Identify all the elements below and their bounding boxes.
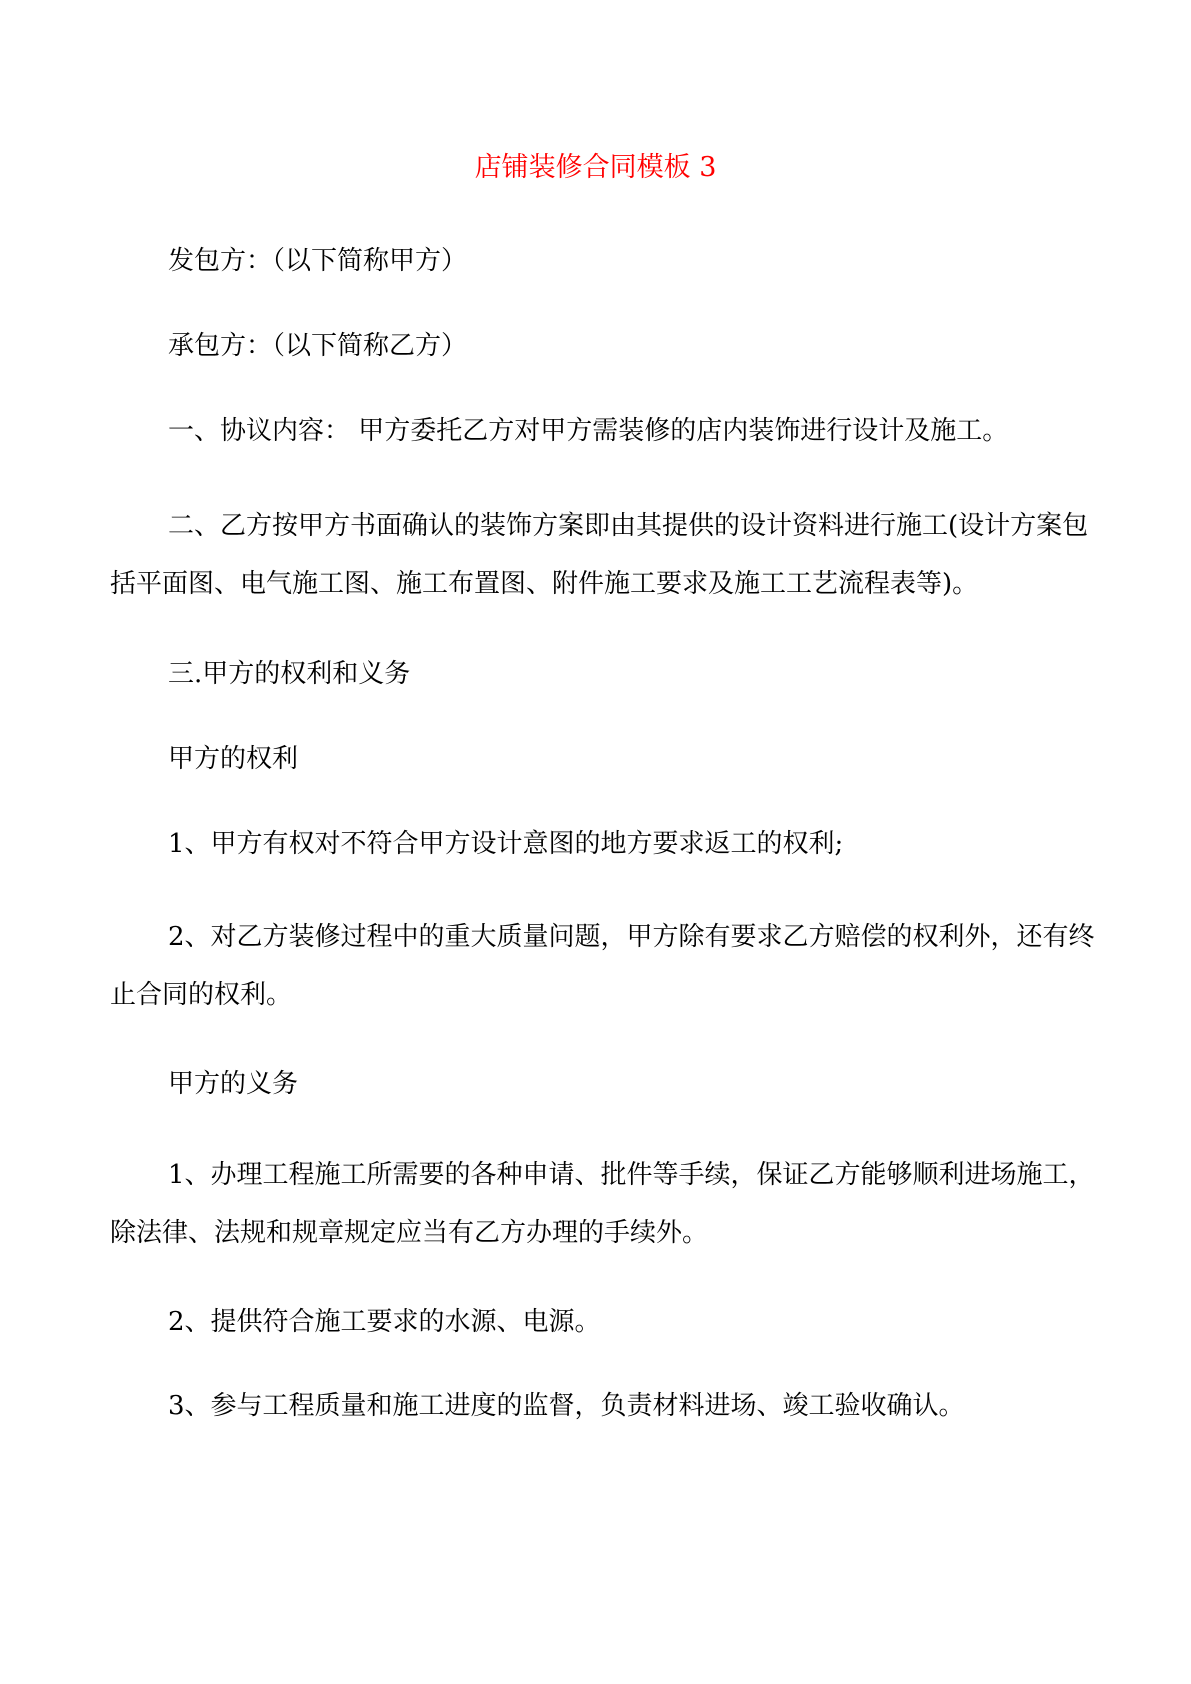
paragraph-employer: 发包方：（以下简称甲方） xyxy=(168,246,468,276)
paragraph-obligation-3: 3、参与工程质量和施工进度的监督，负责材料进场、竣工验收确认。 xyxy=(168,1391,965,1421)
paragraph-right-2: 2、对乙方装修过程中的重大质量问题，甲方除有要求乙方赔偿的权利外，还有终止合同的权利。 xyxy=(110,922,1095,1010)
paragraph-obligation-2: 2、提供符合施工要求的水源、电源。 xyxy=(168,1307,601,1337)
paragraph-construction-plan: 二、乙方按甲方书面确认的装饰方案即由其提供的设计资料进行施工(设计方案包括平面图、电气施工图、施工布置图、附件施工要求及施工工艺流程表等)。 xyxy=(110,511,1089,599)
paragraph-obligations-heading: 甲方的义务 xyxy=(168,1069,299,1099)
paragraph-obligation-1: 1、办理工程施工所需要的各种申请、批件等手续，保证乙方能够顺利进场施工，除法律、法规和规章规定应当有乙方办理的手续外。 xyxy=(110,1160,1095,1248)
paragraph-agreement-content: 一、协议内容： 甲方委托乙方对甲方需装修的店内装饰进行设计及施工。 xyxy=(168,416,1009,446)
paragraph-section-3-heading: 三.甲方的权利和义务 xyxy=(168,659,411,689)
paragraph-rights-heading: 甲方的权利 xyxy=(168,744,299,774)
paragraph-contractor: 承包方：（以下简称乙方） xyxy=(168,331,468,361)
document-title: 店铺装修合同模板 3 xyxy=(474,152,717,183)
paragraph-right-1: 1、甲方有权对不符合甲方设计意图的地方要求返工的权利; xyxy=(168,829,844,859)
